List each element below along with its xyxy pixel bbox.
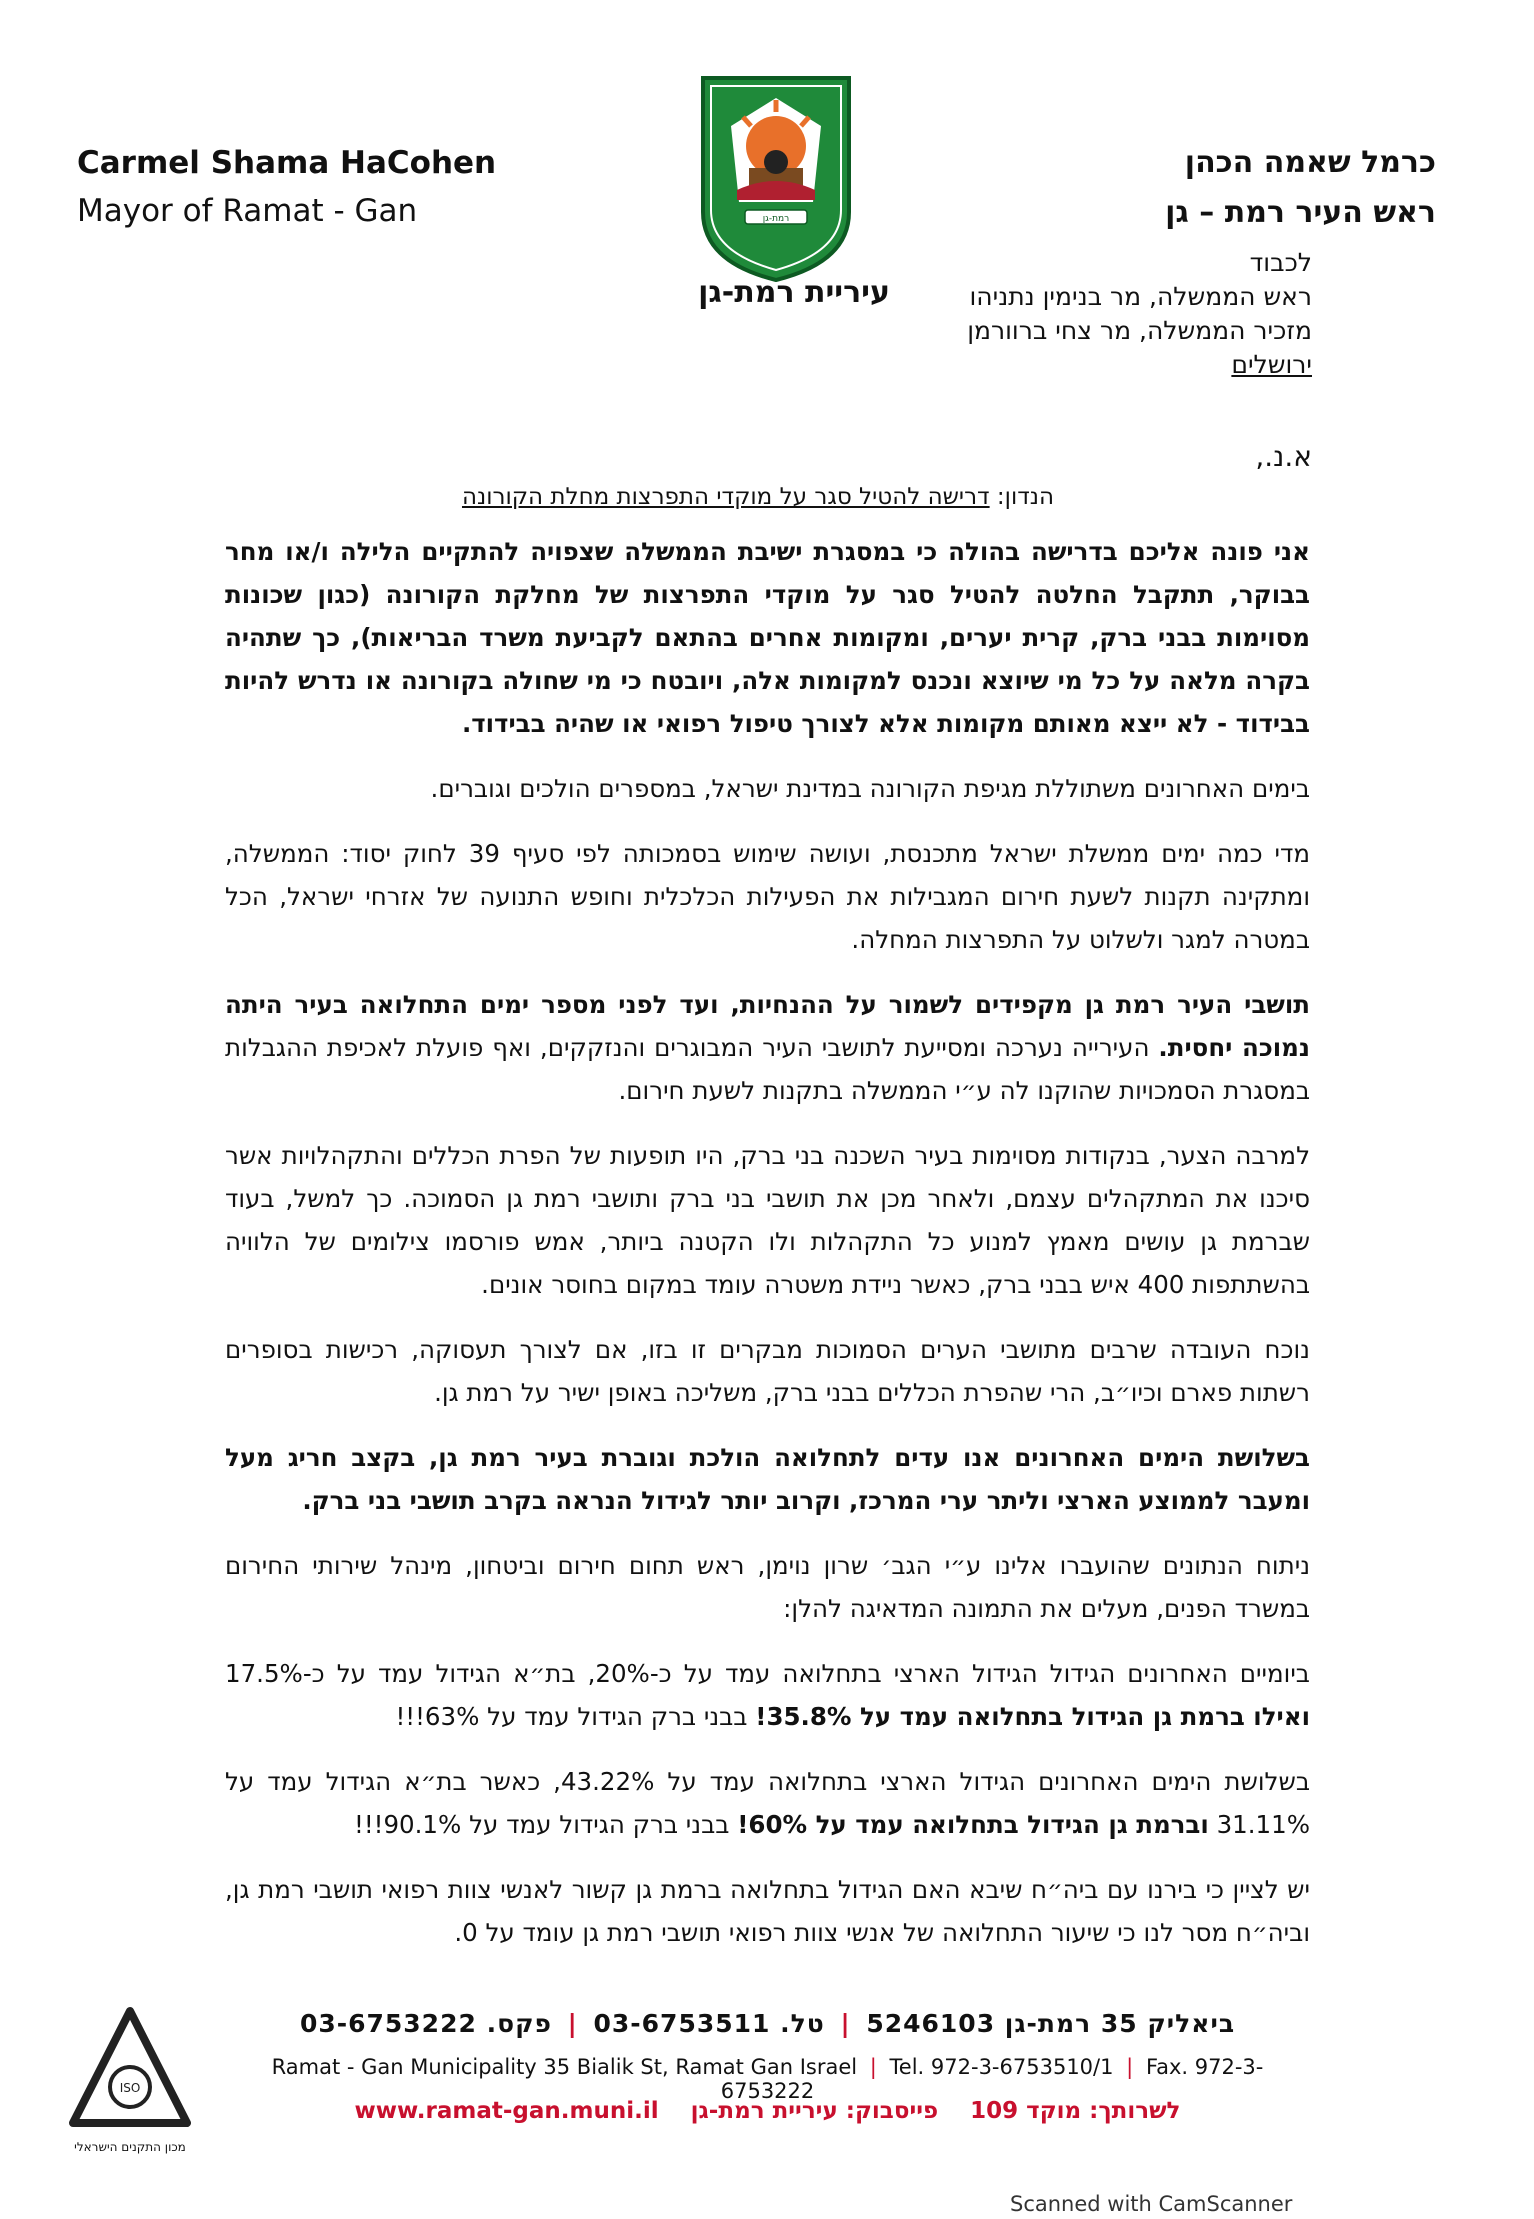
paragraph-bold: ואילו ברמת גן הגידול בתחלואה עמד על 35.8%! (755, 1702, 1310, 1731)
municipality-name: עיריית רמת-גן (698, 275, 890, 310)
paragraph: מדי כמה ימים ממשלת ישראל מתכנסת, ועושה שימוש בסמכותה לפי סעיף 39 לחוק יסוד: הממשלה, ומתקינה תקנות לשעת חירום המגבילות את הפעילות הכלכלית וחופש התנועה של אזרחי ישראל, הכל במטרה למגר ולשלוט על התפרצות המחלה. (225, 839, 1310, 954)
scanner-watermark: Scanned with CamScanner (1010, 2192, 1293, 2216)
paragraph-text: העירייה נערכה ומסייעת לתושבי העיר המבוגרים והנזקקים, ואף פועלת לאכיפת ההגבלות במסגרת הסמכויות שהוקנו לה ע״י הממשלה בתקנות לשעת חירום. (225, 1033, 1310, 1105)
hotline: לשרותך: מוקד 109 (970, 2098, 1181, 2124)
mayor-title-en: Mayor of Ramat - Gan (77, 193, 418, 229)
addressee-block (967, 246, 1312, 382)
paragraph-bold: וברמת גן הגידול בתחלואה עמד על 60%! (737, 1810, 1209, 1839)
ramat-gan-crest-icon (697, 72, 855, 284)
paragraph: ניתוח הנתונים שהועברו אלינו ע״י הגב׳ שרון נוימן, ראש תחום חירום וביטחון, מינהל שירותי החירום במשרד הפנים, מעלים את התמונה המדאיגה להלן: (225, 1551, 1310, 1623)
footer-fax-en: Fax. 972-3-6753222 (720, 2055, 1264, 2103)
subject-value: דרישה להטיל סגר על מוקדי התפרצות מחלת הקורונה (461, 484, 990, 510)
footer-tel-en: Tel. 972-3-6753510/1 (889, 2055, 1114, 2079)
addressee-city: ירושלים (1231, 350, 1312, 379)
addressee-line: מזכיר הממשלה, מר צחי ברוורמן (967, 316, 1312, 345)
footer-tel: טל. 03-6753511 (593, 2009, 825, 2038)
crest-label: רמת-גן (762, 214, 790, 224)
paragraph: יש לציין כי בירנו עם ביה״ח שיבא האם הגידול בתחלואה ברמת גן קשור לאנשי צוות רפואי תושבי רמת גן, וביה״ח מסר לנו כי שיעור התחלואה של אנשי צוות רפואי תושבי רמת גן עומד על 0. (225, 1875, 1310, 1947)
facebook-link[interactable]: פייסבוק: עיריית רמת-גן (690, 2098, 939, 2124)
paragraph: למרבה הצער, בנקודות מסוימות בעיר השכנה בני ברק, היו תופעות של הפרת הכללים והתקהלויות אשר סיכנו את המתקהלים עצמם, ולאחר מכן את תושבי בני ברק ותושבי רמת גן הסמוכה. כך למשל, בעוד שברמת גן עושים מאמץ למנוע כל התקהלות ולו הקטנה ביותר, אמש פורסמו צילומים של הלוויה בהשתתפות 400 איש בבני ברק, כאשר ניידת משטרה עומד במקום בחוסר אונים. (225, 1141, 1310, 1299)
paragraph (225, 983, 1310, 1112)
subject-line (428, 484, 1088, 510)
paragraph: בשלושת הימים האחרונים אנו עדים לתחלואה הולכת וגוברת בעיר רמת גן, בקצב חריג מעל ומעבר לממוצע הארצי וליתר ערי המרכז, וקרוב יותר לגידול הנראה בקרב תושבי בני ברק. (225, 1443, 1310, 1515)
footer-fax: פקס. 03-6753222 (299, 2009, 552, 2038)
paragraph: נוכח העובדה שרבים מתושבי הערים הסמוכות מבקרים זו בזו, אם לצורך תעסוקה, רכישות בסופרים רשתות פארם וכיו״ב, הרי שהפרת הכללים בבני ברק, משליכה באופן ישיר על רמת גן. (225, 1335, 1310, 1407)
paragraph-text: בבני ברק הגידול עמד על 90.1%!!! (354, 1810, 738, 1839)
footer-address-en: Ramat - Gan Municipality 35 Bialik St, Ramat Gan Israel (271, 2055, 858, 2079)
letter-body (225, 530, 1310, 1976)
standards-institute-logo-icon (65, 2005, 195, 2135)
paragraph (225, 1652, 1310, 1738)
paragraph-text: ביומיים האחרונים הגידול הגידול הארצי בתחלואה עמד על כ-20%, בת״א הגידול עמד על כ-17.5% (225, 1659, 1310, 1688)
paragraph (225, 1760, 1310, 1846)
addressee-line: לכבוד (1249, 248, 1312, 277)
paragraph: בימים האחרונים משתוללת מגיפת הקורונה במדינת ישראל, במספרים הולכים וגוברים. (430, 774, 1310, 803)
mayor-title-he: ראש העיר רמת – גן (1165, 195, 1436, 230)
footer-links (225, 2098, 1310, 2124)
standards-caption: מכון התקנים הישראלי (74, 2140, 186, 2154)
addressee-line: ראש הממשלה, מר בנימין נתניהו (969, 282, 1312, 311)
paragraph-text: בבני ברק הגידול עמד על 63%!!! (395, 1702, 756, 1731)
paragraph-bold: תושבי העיר רמת גן מקפידים לשמור על ההנחיות, ועד לפני מספר ימים התחלואה בעיר היתה נמוכה יחסית. (225, 990, 1310, 1062)
footer-english-contact: Ramat - Gan Municipality 35 Bialik St, Ramat Gan Israel | Tel. 972-3-6753510/1 | Fax. 972-3-6753222 (271, 2055, 1264, 2103)
mayor-name-he: כרמל שאמה הכהן (1184, 145, 1436, 180)
footer-address: ביאליק 35 רמת-גן 5246103 (866, 2009, 1236, 2038)
subject-label: הנדון: (996, 484, 1054, 510)
svg-text:ISO: ISO (119, 2081, 141, 2095)
paragraph: אני פונה אליכם בדרישה בהולה כי במסגרת ישיבת הממשלה שצפויה להתקיים הלילה ו/או מחר בבוקר, תתקבל החלטה להטיל סגר על מוקדי התפרצות של מחלקת הקורונה (כגון שכונות מסוימות בבני ברק, קרית יערים, ומקומות אחרים בהתאם לקביעת משרד הבריאות), כך שתהיה בקרה מלאה על כל מי שיוצא ונכנס למקומות אלה, ויובטח כי מי שחולה בקורונה או נדרש להיות בבידוד - לא ייצא מאותם מקומות אלא לצורך טיפול רפואי או שהיה בבידוד. (225, 537, 1310, 738)
mayor-name-en: Carmel Shama HaCohen (77, 145, 497, 181)
website-link[interactable]: www.ramat-gan.muni.il (354, 2098, 659, 2124)
greeting: א.נ., (1255, 440, 1312, 473)
paragraph-text: בשלושת הימים האחרונים הגידול הארצי בתחלואה עמד על 43.22%, כאשר בת״א הגידול עמד על 31.11% (225, 1767, 1310, 1839)
footer-hebrew-contact: ביאליק 35 רמת-גן 5246103 | טל. 03-6753511 | פקס. 03-6753222 (299, 2009, 1236, 2038)
